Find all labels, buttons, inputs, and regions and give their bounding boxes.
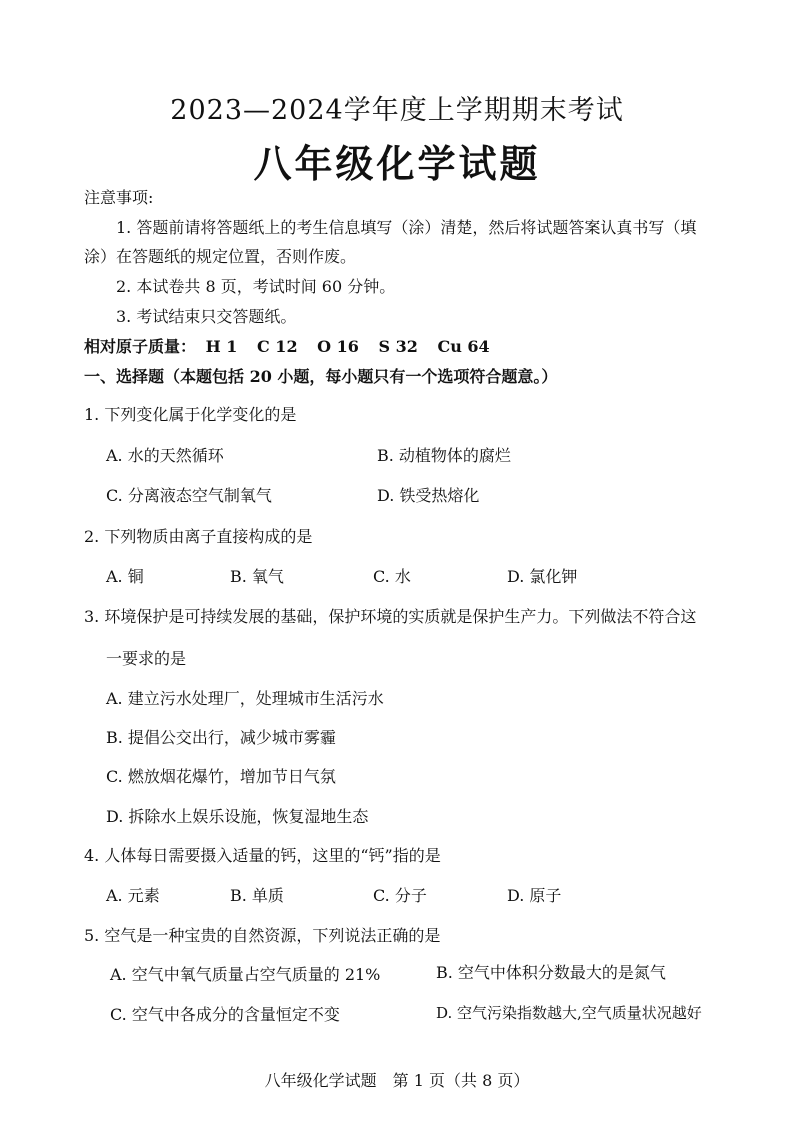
question-2-option-c: C. 水 <box>373 567 411 586</box>
notes-item-3: 3. 考试结束只交答题纸。 <box>116 307 297 326</box>
exam-title-year: 2023—2024学年度上学期期末考试 <box>170 95 624 126</box>
exam-title-subject: 八年级化学试题 <box>253 141 541 186</box>
atomic-mass-label: 相对原子质量： <box>84 337 197 356</box>
question-2-option-d: D. 氯化钾 <box>507 567 578 586</box>
question-2-option-b: B. 氧气 <box>230 567 284 586</box>
question-1-option-a: A. 水的天然循环 <box>106 446 224 465</box>
question-4-option-a: A. 元素 <box>106 886 160 905</box>
section-1-heading: 一、选择题（本题包括 20 小题，每小题只有一个选项符合题意。） <box>84 367 558 386</box>
question-3-stem-line-2: 一要求的是 <box>106 649 187 668</box>
question-3-option-c: C. 燃放烟花爆竹，增加节日气氛 <box>106 767 336 786</box>
question-3-stem-line-1: 3. 环境保护是可持续发展的基础，保护环境的实质就是保护生产力。下列做法不符合这 <box>84 607 697 626</box>
question-4-option-c: C. 分子 <box>373 886 427 905</box>
atomic-mass-row <box>84 337 504 357</box>
atomic-mass-h: H 1 <box>205 337 238 356</box>
question-5-stem: 5. 空气是一种宝贵的自然资源，下列说法正确的是 <box>84 926 441 945</box>
question-5-option-c: C. 空气中各成分的含量恒定不变 <box>110 1005 340 1024</box>
atomic-mass-cu: Cu 64 <box>437 337 490 356</box>
question-4-stem: 4. 人体每日需要摄入适量的钙，这里的“钙”指的是 <box>84 846 441 865</box>
notes-heading: 注意事项: <box>84 188 154 207</box>
question-3-option-a: A. 建立污水处理厂，处理城市生活污水 <box>106 689 384 708</box>
question-2-option-a: A. 铜 <box>106 567 144 586</box>
question-3-option-b: B. 提倡公交出行，减少城市雾霾 <box>106 728 336 747</box>
atomic-mass-c: C 12 <box>257 337 298 356</box>
question-1-stem: 1. 下列变化属于化学变化的是 <box>84 405 297 424</box>
question-1-option-b: B. 动植物体的腐烂 <box>377 446 511 465</box>
notes-item-1-line-2: 涂）在答题纸的规定位置，否则作废。 <box>84 247 357 266</box>
question-1-option-c: C. 分离液态空气制氧气 <box>106 486 272 505</box>
question-5-option-d: D. 空气污染指数越大,空气质量状况越好 <box>436 1004 702 1022</box>
question-5-option-b: B. 空气中体积分数最大的是氮气 <box>436 963 666 982</box>
question-4-option-b: B. 单质 <box>230 886 284 905</box>
page-footer: 八年级化学试题 第 1 页（共 8 页） <box>264 1071 530 1090</box>
question-5-option-a: A. 空气中氧气质量占空气质量的 21% <box>110 965 381 984</box>
notes-item-2: 2. 本试卷共 8 页，考试时间 60 分钟。 <box>116 277 396 296</box>
question-4-option-d: D. 原子 <box>507 886 562 905</box>
question-2-stem: 2. 下列物质由离子直接构成的是 <box>84 527 313 546</box>
question-1-option-d: D. 铁受热熔化 <box>377 486 480 505</box>
atomic-mass-s: S 32 <box>378 337 418 356</box>
notes-item-1-line-1: 1. 答题前请将答题纸上的考生信息填写（涂）清楚，然后将试题答案认真书写（填 <box>116 218 697 237</box>
atomic-mass-o: O 16 <box>317 337 359 356</box>
question-3-option-d: D. 拆除水上娱乐设施，恢复湿地生态 <box>106 807 369 826</box>
